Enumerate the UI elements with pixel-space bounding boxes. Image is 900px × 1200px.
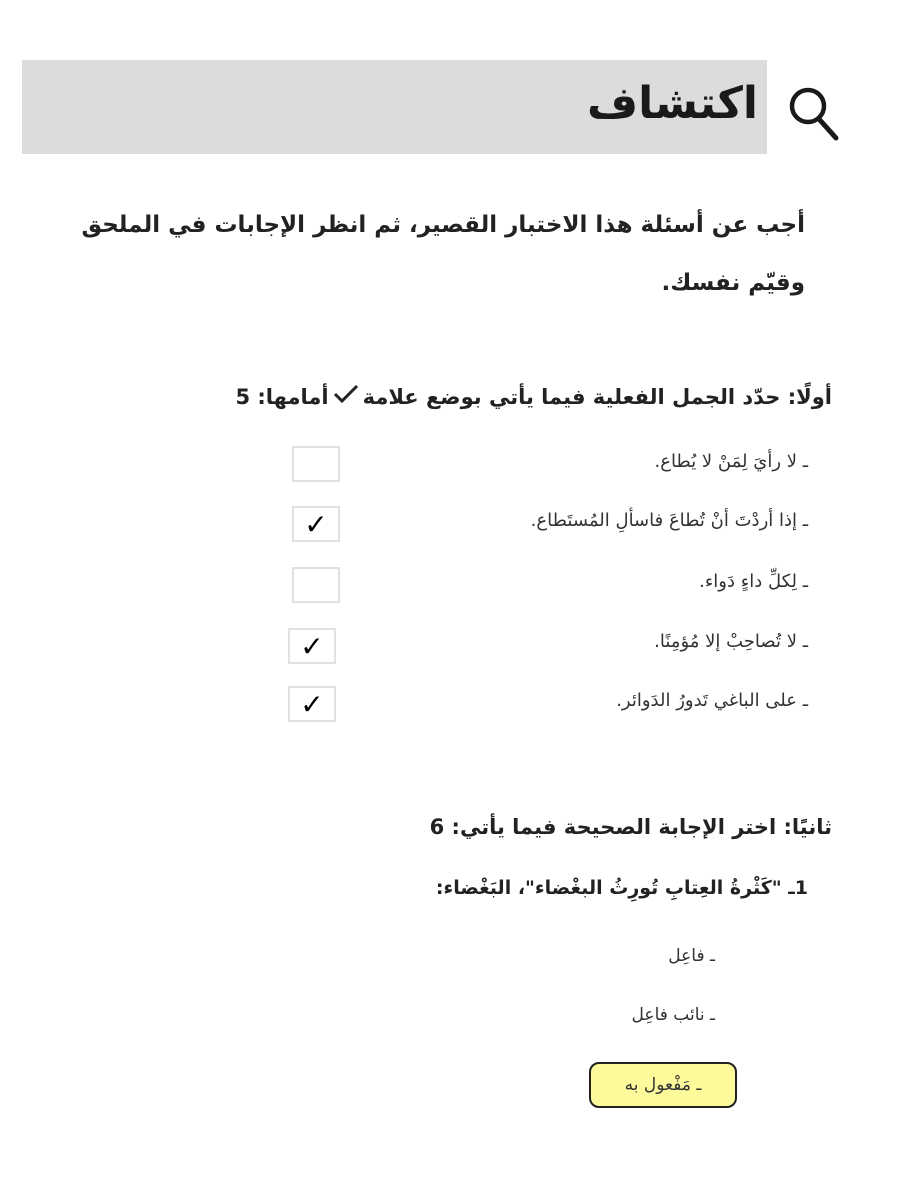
checkbox[interactable]: ✓ <box>288 686 336 722</box>
statement-item: ـ لِكلِّ داءٍ دَواء. <box>699 571 808 592</box>
page-title: اكتشاف <box>586 78 758 129</box>
checkbox[interactable] <box>292 446 340 482</box>
statement-item: ـ لا تُصاحِبْ إلا مُؤمِنًا. <box>654 631 808 652</box>
section1-heading-suffix: أمامها: 5 <box>235 385 329 409</box>
statement-item: ـ على الباغي تَدورُ الدَوائر. <box>616 690 808 711</box>
question-text: 1ـ "كَثْرةُ العِتابِ تُورِثُ البغْضاء"، البَغْضاء: <box>435 877 808 899</box>
checkbox[interactable]: ✓ <box>292 506 340 542</box>
section2-heading: ثانيًا: اختر الإجابة الصحيحة فيما يأتي: 6 <box>429 815 832 839</box>
section1-heading <box>235 384 832 409</box>
answer-option[interactable]: ـ نائب فاعِل <box>631 1005 715 1025</box>
search-icon <box>786 82 842 144</box>
checkmark-icon <box>333 384 359 404</box>
intro-text: أجب عن أسئلة هذا الاختبار القصير، ثم انظر الإجابات في الملحق وقيّم نفسك. <box>81 212 805 296</box>
answer-option[interactable]: ـ فاعِل <box>668 946 715 966</box>
section1-heading-text: أولًا: حدّد الجمل الفعلية فيما يأتي بوضع علامة <box>362 385 832 409</box>
checkbox[interactable]: ✓ <box>288 628 336 664</box>
answer-option-selected[interactable]: ـ مَفْعول به <box>589 1062 737 1108</box>
statement-item: ـ إذا أردْتَ أنْ تُطاعَ فاسألِ المُستَطاع. <box>530 510 808 531</box>
statement-item: ـ لا رأيَ لِمَنْ لا يُطاع. <box>654 451 808 472</box>
checkbox[interactable] <box>292 567 340 603</box>
